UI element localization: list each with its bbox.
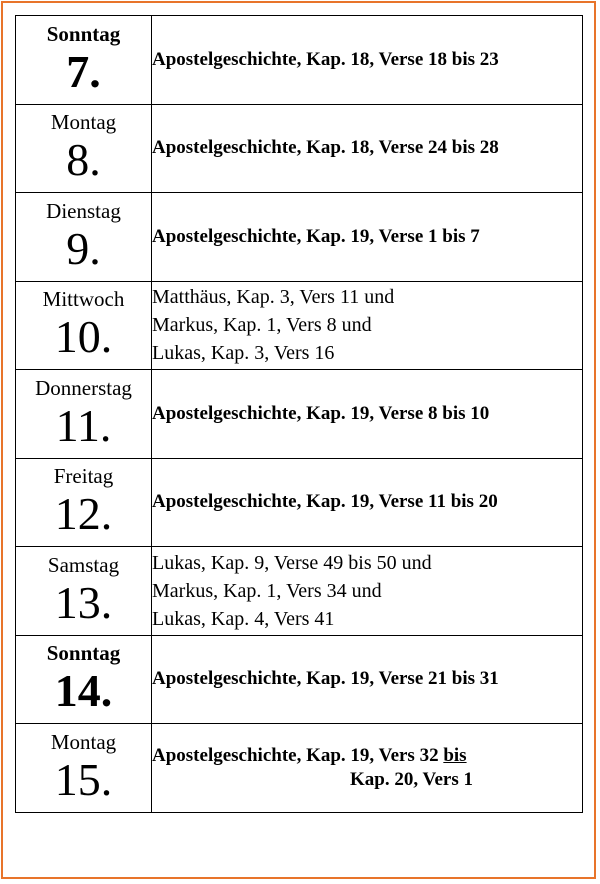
reading-cell [152,281,583,370]
day-cell [16,370,152,459]
reading-line: Lukas, Kap. 3, Vers 16 [152,342,335,365]
date-number: 9. [66,222,101,274]
weekday-label: Mittwoch [42,287,125,312]
day-cell [16,193,152,282]
date-number: 13. [54,576,113,628]
reading-text: Apostelgeschichte, Kap. 19, Verse 1 bis 7 [152,225,480,247]
date-number: 8. [66,134,101,186]
day-cell [16,635,152,724]
weekday-label: Freitag [53,464,114,489]
table-row [16,458,583,547]
day-cell [16,281,152,370]
reading-cell [152,635,583,724]
reading-line: Markus, Kap. 1, Vers 34 und [152,579,382,602]
reading-cell [152,458,583,547]
weekday-label: Donnerstag [35,375,132,400]
table-row [16,193,583,282]
date-number: 10. [54,311,113,363]
reading-cell [152,104,583,193]
day-cell [16,16,152,105]
weekday-label: Dienstag [46,198,121,223]
reading-text-part: Apostelgeschichte, Kap. 19, Vers 32 [152,744,444,766]
day-cell [16,547,152,636]
date-number: 7. [66,45,101,97]
weekday-label: Sonntag [46,21,121,46]
day-cell [16,104,152,193]
table-row [16,281,583,370]
table-row [16,635,583,724]
reading-text-second-line: Kap. 20, Vers 1 [350,768,473,790]
reading-cell [152,16,583,105]
table-row [16,16,583,105]
table-row [16,724,583,813]
reading-line: Lukas, Kap. 4, Vers 41 [152,607,335,630]
reading-cell [152,370,583,459]
reading-text-first-line [152,745,467,766]
reading-text: Apostelgeschichte, Kap. 19, Verse 8 bis 10 [152,402,490,424]
reading-text: Apostelgeschichte, Kap. 18, Verse 18 bis 23 [152,48,499,70]
reading-line: Lukas, Kap. 9, Verse 49 bis 50 und [152,551,432,574]
reading-line: Markus, Kap. 1, Vers 8 und [152,314,372,337]
reading-line: Matthäus, Kap. 3, Vers 11 und [152,286,395,309]
date-number: 12. [54,488,113,540]
reading-cell [152,193,583,282]
weekday-label: Samstag [47,552,120,577]
weekday-label: Montag [50,729,117,754]
table-row [16,370,583,459]
weekday-label: Montag [50,110,117,135]
reading-text-underlined: bis [443,744,467,766]
reading-text: Apostelgeschichte, Kap. 19, Verse 21 bis 31 [152,668,499,690]
date-number: 15. [54,753,113,805]
date-number: 14. [54,665,113,717]
reading-cell [152,547,583,636]
day-cell [16,458,152,547]
day-cell [16,724,152,813]
date-number: 11. [55,399,112,451]
reading-text: Apostelgeschichte, Kap. 19, Verse 11 bis 20 [152,491,498,513]
table-row [16,547,583,636]
weekday-label: Sonntag [46,641,121,666]
reading-cell [152,724,583,813]
reading-plan-table [15,15,583,813]
reading-text: Apostelgeschichte, Kap. 18, Verse 24 bis 28 [152,137,499,159]
table-row [16,104,583,193]
